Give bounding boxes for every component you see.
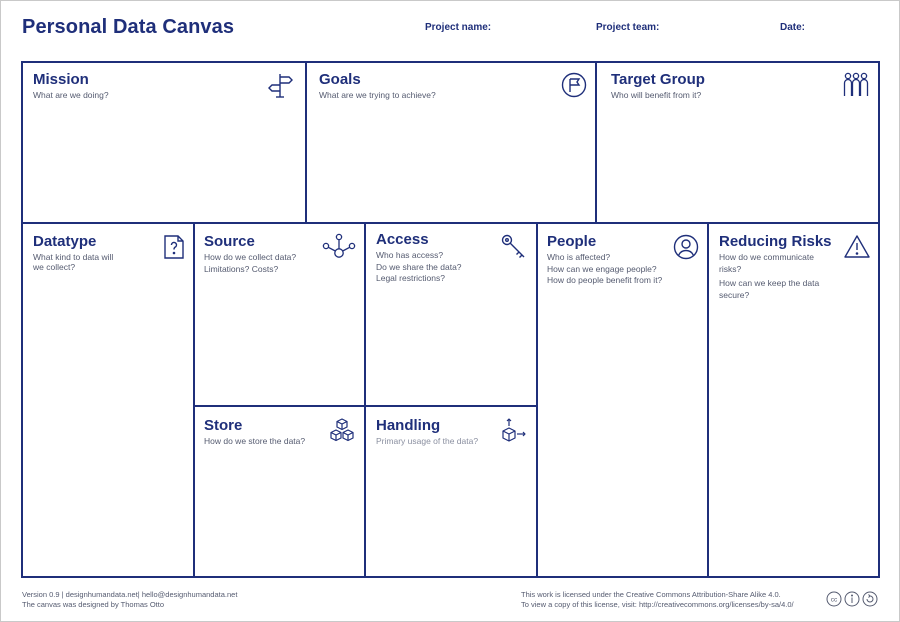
project-name-label: Project name: bbox=[425, 22, 492, 33]
access-prompt-3: Legal restrictions? bbox=[376, 273, 445, 283]
target-group-title: Target Group bbox=[611, 71, 705, 88]
col-divider-goals-target bbox=[595, 63, 597, 223]
datatype-title: Datatype bbox=[33, 233, 97, 250]
cc-label: cc bbox=[830, 596, 838, 604]
people-prompt-2: How can we engage people? bbox=[547, 263, 657, 274]
col-divider-datatype-source bbox=[193, 223, 195, 576]
people-prompt-3: How do people benefit from it? bbox=[547, 275, 663, 285]
document-question-icon bbox=[160, 233, 188, 261]
footer-license bbox=[521, 590, 794, 610]
key-icon bbox=[500, 233, 528, 261]
project-team-label: Project team: bbox=[596, 22, 660, 33]
target-group-prompt: Who will benefit from it? bbox=[611, 90, 702, 100]
col-divider-mission-goals bbox=[305, 63, 307, 223]
store-prompt: How do we store the data? bbox=[204, 436, 306, 446]
source-prompt-1: How do we collect data? bbox=[204, 252, 297, 262]
row-divider-middle bbox=[194, 405, 536, 407]
target-group-section[interactable] bbox=[611, 71, 831, 102]
goals-title: Goals bbox=[319, 71, 361, 88]
people-title: People bbox=[547, 233, 597, 250]
access-section[interactable] bbox=[376, 231, 486, 285]
people-prompt-1: Who is affected? bbox=[547, 252, 611, 262]
reducing-risks-section[interactable] bbox=[719, 233, 839, 301]
goals-section[interactable] bbox=[319, 71, 579, 102]
warning-triangle-icon bbox=[843, 233, 871, 261]
reducing-risks-prompt-4: secure? bbox=[719, 289, 750, 300]
col-divider-people-risks bbox=[707, 223, 709, 576]
license-line-2: To view a copy of this license, visit: http://creativecommons.org/licenses/by-sa/4.0/ bbox=[521, 600, 794, 609]
box-arrows-icon bbox=[500, 417, 528, 445]
col-divider-source-access bbox=[364, 223, 366, 576]
handling-section[interactable] bbox=[376, 417, 496, 448]
datatype-prompt-1: What kind to data will bbox=[33, 252, 114, 262]
access-prompt-1: Who has access? bbox=[376, 250, 444, 260]
mission-prompt: What are we doing? bbox=[33, 90, 109, 100]
source-prompt-2: Limitations? Costs? bbox=[204, 263, 279, 274]
license-line-1: This work is licensed under the Creative Commons Attribution-Share Alike 4.0. bbox=[521, 590, 781, 599]
people-section[interactable] bbox=[547, 233, 682, 287]
store-title: Store bbox=[204, 417, 243, 434]
datatype-prompt-2: we collect? bbox=[33, 262, 76, 272]
reducing-risks-prompt-3: How can we keep the data bbox=[719, 278, 820, 288]
reducing-risks-prompt-2: risks? bbox=[719, 263, 742, 274]
access-prompt-2: Do we share the data? bbox=[376, 261, 462, 272]
row-divider-top bbox=[23, 222, 878, 224]
handling-prompt: Primary usage of the data? bbox=[376, 436, 479, 446]
footer-credits bbox=[22, 590, 237, 610]
source-title: Source bbox=[204, 233, 255, 250]
people-group-icon bbox=[842, 71, 870, 99]
mission-title: Mission bbox=[33, 71, 89, 88]
datatype-section[interactable] bbox=[33, 233, 158, 272]
reducing-risks-prompt-1: How do we communicate bbox=[719, 252, 814, 262]
canvas-grid bbox=[21, 61, 880, 578]
designer-line: The canvas was designed by Thomas Otto bbox=[22, 600, 165, 609]
reducing-risks-title: Reducing Risks bbox=[719, 233, 832, 250]
cc-license-badges bbox=[826, 590, 882, 608]
share-alike-icon bbox=[863, 592, 877, 606]
date-label: Date: bbox=[780, 22, 806, 33]
cc-icon bbox=[827, 592, 841, 606]
store-section[interactable] bbox=[204, 417, 324, 448]
col-divider-access-people bbox=[536, 223, 538, 576]
goals-prompt: What are we trying to achieve? bbox=[319, 90, 436, 100]
version-line: Version 0.9 | designhumandata.net| hello@designhumandata.net bbox=[22, 590, 238, 599]
attribution-icon bbox=[845, 592, 859, 606]
network-nodes-icon bbox=[321, 233, 357, 261]
person-circle-icon bbox=[672, 233, 700, 261]
cubes-icon bbox=[328, 417, 356, 445]
handling-title: Handling bbox=[376, 417, 441, 434]
source-section[interactable] bbox=[204, 233, 314, 275]
page-title: Personal Data Canvas bbox=[22, 16, 235, 38]
mission-section[interactable] bbox=[33, 71, 293, 102]
flag-icon bbox=[560, 71, 588, 99]
access-title: Access bbox=[376, 231, 429, 248]
signpost-icon bbox=[267, 71, 295, 99]
